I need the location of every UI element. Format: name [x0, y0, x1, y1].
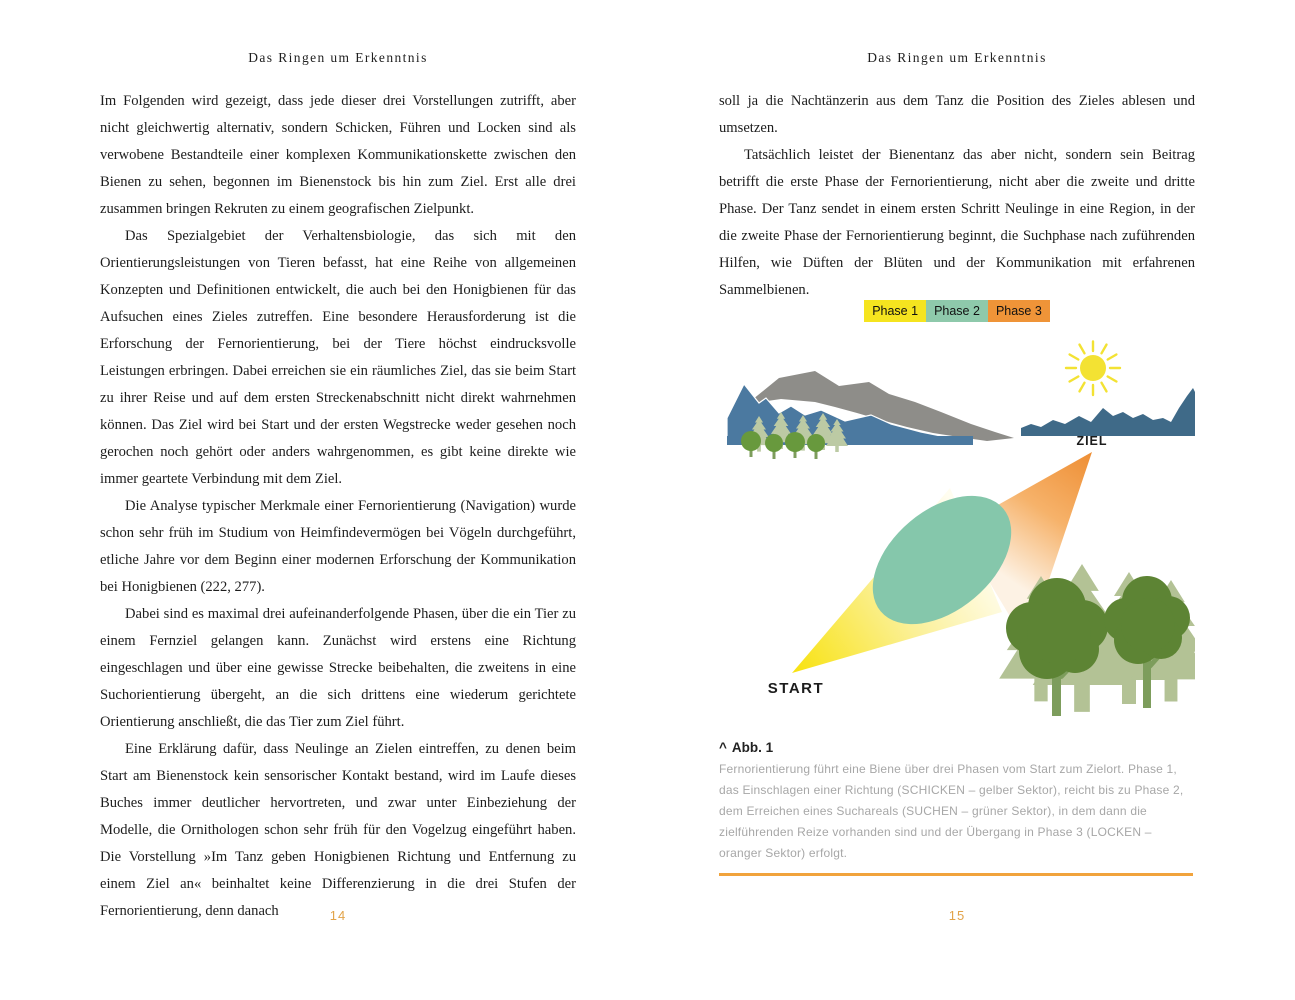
- legend-phase-3: Phase 3: [988, 300, 1050, 322]
- running-head-right: Das Ringen um Erkenntnis: [867, 50, 1047, 65]
- legend-phase-2: Phase 2: [926, 300, 988, 322]
- fernorientierung-diagram: [719, 340, 1195, 730]
- body-text-left: [100, 88, 576, 925]
- paragraph: Eine Erklärung dafür, dass Neulinge an Zielen eintreffen, zu denen beim Start am Bienenstock kein sensorischer Kontakt bestand, wird im Laufe dieses Buches immer deutlicher hervortreten, und zwar unter Einbeziehung der Modelle, die Ornithologen schon sehr früh für den Vogelzug eingeführt haben. Die Vorstellung »Im Tanz geben Honigbienen Richtung und Entfernung zu einem Ziel an« beinhaltet keine Differenzierung in die drei Stufen der Fernorientierung, denn danach: [100, 741, 576, 919]
- mountains-right: [1021, 388, 1195, 436]
- figure-caption-title: Abb. 1: [731, 740, 774, 755]
- paragraph: Dabei sind es maximal drei aufeinanderfolgende Phasen, über die ein Tier zu einem Fernziel gelangen kann. Zunächst wird erstens eine Richtung eingeschlagen und über eine gewisse Strecke beibehalten, die zweitens in eine Suchorientierung übergeht, an die sich drittens eine wiederum gerichtete Orientierung anschließt, die das Tier zum Ziel führt.: [100, 606, 576, 730]
- figure-caption-head: [719, 740, 1195, 755]
- page-number-left: 14: [329, 908, 347, 923]
- phase-legend: [719, 300, 1195, 322]
- paragraph: Tatsächlich leistet der Bienentanz das aber nicht, sondern sein Beitrag betrifft die erste Phase der Fernorientierung, nicht aber die zweite und dritte Phase. Der Tanz sendet in einem ersten Schritt Neulinge in eine Region, in der die zweite Phase der Fernorientierung beginnt, die Suchphase nach zuführenden Hilfen, wie Düften der Blüten und der Kommunikation mit erfahrenen Sammelbienen.: [719, 147, 1195, 298]
- caret-up-icon: ^: [719, 740, 727, 755]
- start-label: START: [767, 680, 825, 697]
- paragraph: Die Analyse typischer Merkmale einer Fernorientierung (Navigation) wurde schon sehr früh im Studium von Heimfindevermögen bei Vögeln durchgeführt, etliche Jahre vor dem Beginn einer modernen Erforschung der Kommunikation bei Honigbienen (222, 277).: [100, 498, 576, 595]
- figure-caption-text: Fernorientierung führt eine Biene über drei Phasen vom Start zum Zielort. Phase 1, das Einschlagen einer Richtung (SCHICKEN – gelber Sektor), reicht bis zu Phase 2, dem Erreichen eines Suchareals (SUCHEN – grüner Sektor), in dem dann die zielführenden Reize vorhanden sind und der Übergang in Phase 3 (LOCKEN – oranger Sektor) erfolgt.: [719, 762, 1184, 860]
- page-right: [647, 0, 1295, 1000]
- running-head-left: Das Ringen um Erkenntnis: [248, 50, 428, 65]
- figure-block: [719, 300, 1195, 876]
- legend-phase-1: Phase 1: [864, 300, 926, 322]
- body-text-right: [719, 88, 1195, 304]
- sun-icon: [1066, 342, 1120, 396]
- paragraph: Das Spezialgebiet der Verhaltensbiologie, das sich mit den Orientierungsleistungen von Tieren befasst, hat eine Reihe von allgemeinen Konzepten und Definitionen entwickelt, die auch bei den Honigbienen für das Aufsuchen eines Zieles zutreffen. Eine besondere Herausforderung ist die Erforschung der Fernorientierung, bei der Tiere höchst eindrucksvolle Leistungen erbringen. Dabei erreichen sie ein räumliches Ziel, das sie beim Start zu ihrer Reise und auf dem ersten Streckenabschnitt nicht direkt wahrnehmen können. Das Ziel wird bei Start und der ersten Wegstrecke weder gesehen noch gerochen noch gehört oder anders wahrgenommen, es gibt keine direkte wie immer geartete Verbindung mit dem Ziel.: [100, 228, 576, 487]
- paragraph: Im Folgenden wird gezeigt, dass jede dieser drei Vorstellungen zutrifft, aber nicht gleichwertig alternativ, sondern Schicken, Führen und Locken sind als verwobene Bestandteile einer komplexen Kommunikationskette zwischen den Bienen zu sehen, begonnen im Bienenstock bis hin zum Ziel. Erst alle drei zusammen bringen Rekruten zu einem geografischen Zielpunkt.: [100, 93, 576, 217]
- paragraph: soll ja die Nachtänzerin aus dem Tanz die Position des Zieles ablesen und umsetzen.: [719, 93, 1195, 136]
- page-left: [0, 0, 647, 1000]
- mountains-left: [727, 371, 1014, 445]
- ziel-label: ZIEL: [1076, 434, 1108, 448]
- page-number-right: 15: [948, 908, 966, 923]
- caption-divider-rule: [719, 873, 1193, 876]
